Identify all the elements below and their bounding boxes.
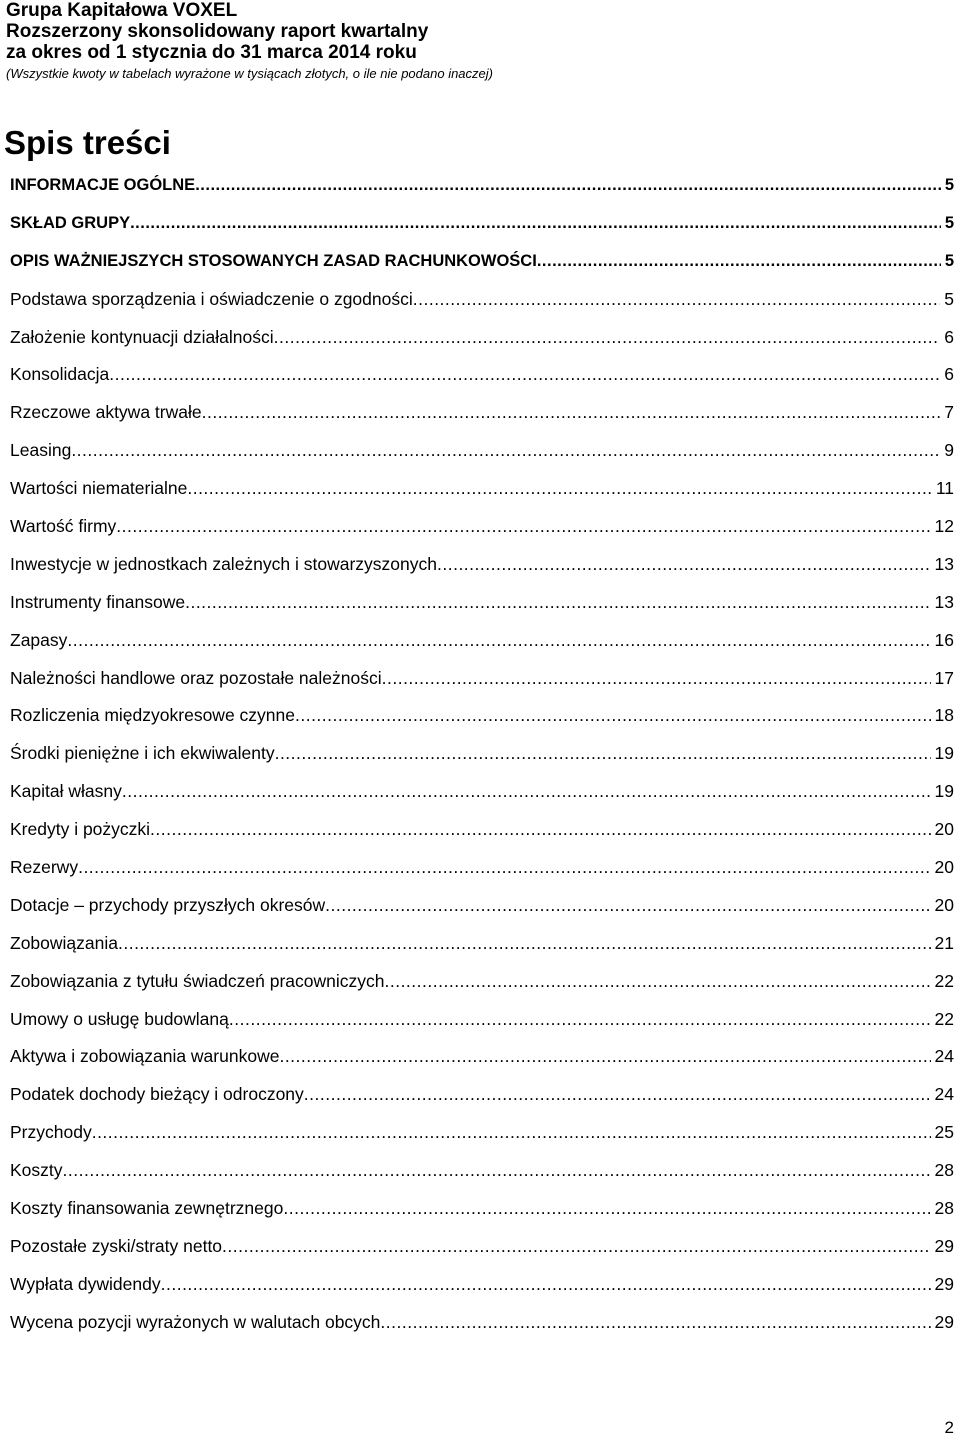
toc-entry-page[interactable]: 22 — [934, 970, 954, 991]
toc-leader-dots — [187, 470, 931, 508]
toc-leader-dots — [150, 811, 930, 849]
toc-entry[interactable] — [10, 584, 954, 622]
toc-entry-label[interactable]: Kredyty i pożyczki — [10, 819, 151, 840]
report-period: za okres od 1 stycznia do 31 marca 2014 roku — [6, 42, 417, 63]
toc-entry[interactable] — [10, 1152, 954, 1190]
toc-entry-page[interactable]: 6 — [944, 364, 954, 385]
toc-entry-label[interactable]: Inwestycje w jednostkach zależnych i stowarzyszonych — [10, 553, 437, 574]
toc-leader-dots — [78, 849, 930, 887]
toc-entry-label[interactable]: Instrumenty finansowe — [10, 591, 186, 612]
toc-entry-label[interactable]: INFORMACJE OGÓLNE — [10, 176, 196, 194]
toc-entry-label[interactable]: Należności handlowe oraz pozostałe należności — [10, 667, 382, 688]
toc-entry-label[interactable]: Kapitał własny — [10, 781, 122, 802]
page-number: 2 — [944, 1418, 954, 1437]
toc-leader-dots — [118, 925, 931, 963]
toc-entry[interactable] — [10, 356, 954, 394]
toc-entry-label[interactable]: Wypłata dywidendy — [10, 1273, 161, 1294]
toc-leader-dots — [537, 243, 941, 281]
toc-entry-page[interactable]: 20 — [934, 894, 954, 915]
toc-leader-dots — [122, 773, 931, 811]
toc-leader-dots — [63, 1152, 931, 1190]
toc-entry-label[interactable]: Konsolidacja — [10, 364, 110, 385]
toc-entry[interactable] — [10, 394, 954, 432]
toc-entry-label[interactable]: Podstawa sporządzenia i oświadczenie o zgodności — [10, 288, 413, 309]
toc-leader-dots — [283, 1190, 930, 1228]
toc-entry-page[interactable]: 5 — [944, 213, 954, 232]
toc-title: Spis treści — [4, 124, 171, 161]
toc-entry-page[interactable]: 21 — [934, 932, 954, 953]
toc-leader-dots — [161, 1266, 931, 1304]
toc-leader-dots — [437, 546, 931, 584]
amounts-note: (Wszystkie kwoty w tabelach wyrażone w tysiącach złotych, o ile nie podano inaczej) — [6, 66, 493, 81]
toc-entry[interactable] — [10, 470, 954, 508]
toc-entry-page[interactable]: 29 — [934, 1273, 954, 1294]
toc-entry[interactable] — [10, 849, 954, 887]
toc-entry[interactable] — [10, 205, 954, 243]
toc-entry-label[interactable]: SKŁAD GRUPY — [10, 213, 131, 232]
toc-entry[interactable] — [10, 167, 954, 205]
toc-entry-label[interactable]: Wartości niematerialne — [10, 478, 188, 499]
toc-leader-dots — [274, 319, 941, 357]
toc-entry-page[interactable]: 25 — [934, 1122, 954, 1143]
toc-entry-page[interactable]: 18 — [934, 705, 954, 726]
toc-entry[interactable] — [10, 1076, 954, 1114]
toc-entry-label[interactable]: Leasing — [10, 440, 72, 461]
toc-entry-page[interactable]: 28 — [934, 1198, 954, 1219]
toc-leader-dots — [325, 887, 930, 925]
toc-entry-label[interactable]: Zobowiązania z tytułu świadczeń pracowniczych — [10, 970, 385, 991]
toc-entry-page[interactable]: 13 — [934, 591, 954, 612]
toc-entry-label[interactable]: Umowy o usługę budowlaną — [10, 1008, 229, 1029]
toc-entry[interactable] — [10, 1001, 954, 1039]
toc-entry-page[interactable]: 6 — [944, 326, 954, 347]
toc-entry-page[interactable]: 24 — [934, 1046, 954, 1067]
toc-entry-label[interactable]: Dotacje – przychody przyszłych okresów — [10, 894, 326, 915]
toc-leader-dots — [71, 432, 940, 470]
toc-entry[interactable] — [10, 319, 954, 357]
toc-leader-dots — [130, 205, 941, 243]
toc-entry[interactable] — [10, 697, 954, 735]
toc-entry-page[interactable]: 29 — [934, 1235, 954, 1256]
report-title: Rozszerzony skonsolidowany raport kwartalny — [6, 21, 429, 42]
toc-entry-page[interactable]: 13 — [934, 553, 954, 574]
toc-entry[interactable] — [10, 243, 954, 281]
toc-entry-page[interactable]: 9 — [944, 440, 954, 461]
toc-entry-page[interactable]: 19 — [934, 743, 954, 764]
toc-entry[interactable] — [10, 1038, 954, 1076]
toc-leader-dots — [222, 1228, 930, 1266]
toc-entry[interactable] — [10, 546, 954, 584]
toc-entry-page[interactable]: 17 — [934, 667, 954, 688]
toc-leader-dots — [67, 622, 930, 660]
toc-entry-page[interactable]: 20 — [934, 819, 954, 840]
toc-leader-dots — [295, 697, 931, 735]
toc-leader-dots — [195, 167, 941, 205]
toc-entry-page[interactable]: 22 — [934, 1008, 954, 1029]
toc-leader-dots — [109, 356, 940, 394]
toc-entry-page[interactable]: 5 — [944, 251, 954, 270]
toc-list — [10, 167, 954, 1342]
toc-leader-dots — [304, 1076, 931, 1114]
toc-leader-dots — [185, 584, 930, 622]
toc-entry[interactable] — [10, 1190, 954, 1228]
toc-entry[interactable] — [10, 660, 954, 698]
toc-entry-label[interactable]: Zobowiązania — [10, 932, 118, 953]
toc-entry-label[interactable]: Rzeczowe aktywa trwałe — [10, 402, 202, 423]
toc-leader-dots — [202, 394, 941, 432]
toc-entry[interactable] — [10, 1304, 954, 1342]
toc-entry-page[interactable]: 29 — [934, 1311, 954, 1332]
toc-entry[interactable] — [10, 1114, 954, 1152]
toc-entry[interactable] — [10, 1266, 954, 1304]
toc-leader-dots — [229, 1001, 931, 1039]
toc-entry-page[interactable]: 7 — [944, 402, 954, 423]
toc-entry[interactable] — [10, 281, 954, 319]
toc-leader-dots — [384, 963, 930, 1001]
toc-entry-label[interactable]: Przychody — [10, 1122, 92, 1143]
toc-entry-label[interactable]: Rezerwy — [10, 857, 79, 878]
toc-leader-dots — [279, 1038, 930, 1076]
page-header — [6, 0, 946, 83]
toc-entry-page[interactable]: 28 — [934, 1160, 954, 1181]
toc-entry-label[interactable]: Koszty — [10, 1160, 63, 1181]
toc-entry-label[interactable]: Aktywa i zobowiązania warunkowe — [10, 1046, 280, 1067]
toc-entry-label[interactable]: Pozostałe zyski/straty netto — [10, 1235, 223, 1256]
toc-entry-label[interactable]: Koszty finansowania zewnętrznego — [10, 1198, 284, 1219]
toc-entry[interactable] — [10, 773, 954, 811]
toc-entry-label[interactable]: Założenie kontynuacji działalności — [10, 326, 274, 347]
toc-entry[interactable] — [10, 925, 954, 963]
toc-entry-label[interactable]: Wycena pozycji wyrażonych w walutach obcych — [10, 1311, 381, 1332]
toc-entry-page[interactable]: 5 — [944, 288, 954, 309]
toc-entry-page[interactable]: 16 — [934, 629, 954, 650]
toc-entry[interactable] — [10, 1228, 954, 1266]
toc-entry-label[interactable]: Środki pieniężne i ich ekwiwalenty — [10, 743, 275, 764]
toc-entry-label[interactable]: Rozliczenia międzyokresowe czynne — [10, 705, 295, 726]
toc-entry-label[interactable]: Zapasy — [10, 629, 68, 650]
toc-entry-page[interactable]: 19 — [934, 781, 954, 802]
toc-entry[interactable] — [10, 963, 954, 1001]
toc-entry[interactable] — [10, 432, 954, 470]
toc-entry[interactable] — [10, 508, 954, 546]
toc-entry[interactable] — [10, 887, 954, 925]
toc-leader-dots — [92, 1114, 931, 1152]
toc-leader-dots — [275, 735, 931, 773]
toc-entry[interactable] — [10, 622, 954, 660]
toc-leader-dots — [382, 660, 931, 698]
toc-entry[interactable] — [10, 735, 954, 773]
toc-entry-label[interactable]: OPIS WAŻNIEJSZYCH STOSOWANYCH ZASAD RACHUNKOWOŚCI — [10, 251, 537, 270]
company-name: Grupa Kapitałowa VOXEL — [6, 0, 238, 21]
toc-leader-dots — [380, 1304, 930, 1342]
toc-entry-page[interactable]: 24 — [934, 1084, 954, 1105]
toc-leader-dots — [413, 281, 941, 319]
toc-entry-page[interactable]: 5 — [944, 176, 954, 194]
toc-entry-page[interactable]: 11 — [935, 478, 954, 499]
toc-entry-page[interactable]: 20 — [934, 857, 954, 878]
toc-entry-page[interactable]: 12 — [934, 516, 954, 537]
toc-leader-dots — [116, 508, 930, 546]
toc-entry-label[interactable]: Wartość firmy — [10, 516, 117, 537]
toc-entry[interactable] — [10, 811, 954, 849]
toc-entry-label[interactable]: Podatek dochody bieżący i odroczony — [10, 1084, 304, 1105]
